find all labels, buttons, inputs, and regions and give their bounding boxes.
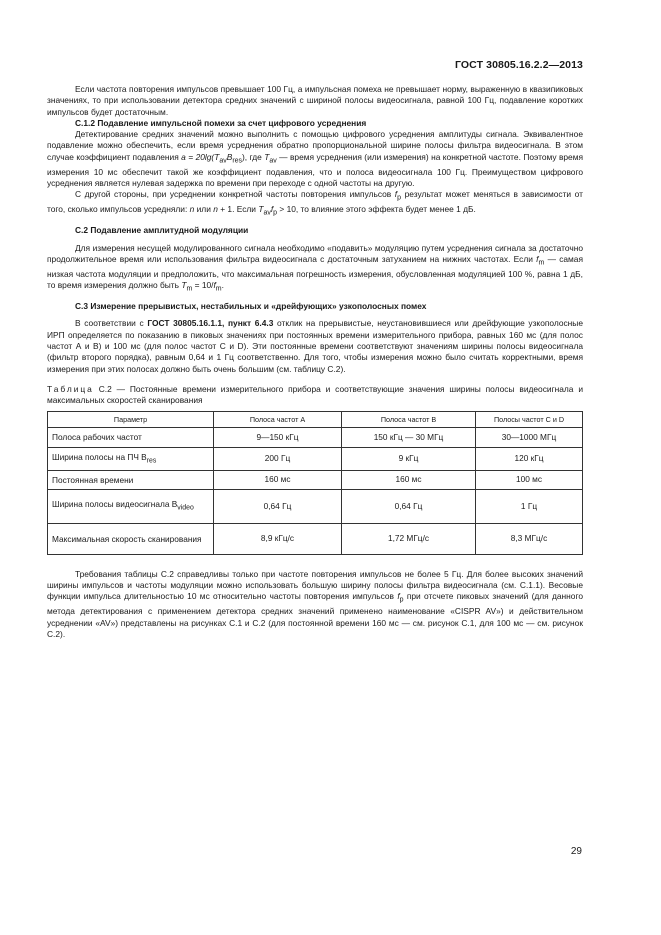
table-cell: 9 кГц bbox=[342, 447, 476, 470]
table-cell: 9—150 кГц bbox=[214, 427, 342, 447]
table-header-cell: Полоса частот А bbox=[214, 411, 342, 427]
table-header-cell: Полоса частот В bbox=[342, 411, 476, 427]
paragraph-4: Для измерения несущей модулированного сигнала необходимо «подавить» модуляцию путем усреднения сигнала за достаточно продолжительное время или использования фильтра видеосигнала с достаточным затуханием на нижних частотах. Если $f_m$ — самая низкая частота модуляции и предположить, что максимальная погрешность измерения, обусловленная модуляцией 100 %, равна 1 дБ, то время измерения должно быть $T_m = 10/f_m$. bbox=[47, 242, 583, 293]
table-header-cell: Параметр bbox=[48, 411, 214, 427]
table-cell: 0,64 Гц bbox=[342, 489, 476, 523]
table-cell: Максимальная скорость сканирования bbox=[48, 523, 214, 554]
document-header: ГОСТ 30805.16.2.2—2013 bbox=[455, 59, 583, 71]
table-cell: 100 мс bbox=[476, 470, 583, 489]
paragraph-2: Детектирование средних значений можно выполнить с помощью цифрового усреднения амплитуды сигнала. Эквивалентное подавление можно обеспечить, если время усреднения обратно пропорциональной ширине полосы фильтра видеосигнала. В этом случае коэффициент подавления $a = 20\lg(T_{av}B_{res})$, где $T_{av}$ — время усреднения (или измерения) на конкретной частоте. Поэтому время измерения 10 мс обеспечит такой же коэффициент подавления, что и полоса видеосигнала 100 Гц. Преимуществом цифрового усреднения является нулевая задержка по времени при переходе с одной частоты на другую. bbox=[47, 129, 584, 189]
table-cell: Ширина полосы видеосигнала $B_{video}$ bbox=[48, 489, 214, 523]
table-cell: 150 кГц — 30 МГц bbox=[342, 427, 476, 447]
table-cell: Полоса рабочих частот bbox=[48, 427, 214, 447]
table-cell: Постоянная времени bbox=[48, 470, 214, 489]
table-row bbox=[48, 447, 583, 470]
table-cell: 200 Гц bbox=[214, 447, 342, 470]
heading-c3: С.3 Измерение прерывистых, нестабильных и «дрейфующих» узкополосных помех bbox=[75, 301, 427, 312]
table-row bbox=[48, 470, 583, 489]
table-header-cell: Полосы частот С и D bbox=[476, 411, 583, 427]
table-cell: 160 мс bbox=[214, 470, 342, 489]
table-cell: 30—1000 МГц bbox=[476, 427, 583, 447]
paragraph-6: Требования таблицы С.2 справедливы только при частоте повторения импульсов не более 5 Гц. Для более высоких значений ширины импульсов и частоты модуляции можно использовать большую ширину полосы фильтра видеосигнала (см. С.1.1). Весовые функции импульса длительностью 10 мс относительно частоты повторения импульсов $f_p$ при отсчете пиковых значений (для данного метода детектирования с применением детектора средних значений применено наименование «CISPR AV») и действительном усреднении «AV») представлены на рисунках С.1 и С.2 (для постоянной времени 160 мс — см. рисунок С.1, для 100 мс — см. рисунок С.2). bbox=[47, 568, 583, 640]
paragraph-1: Если частота повторения импульсов превышает 100 Гц, а импульсная помеха не превышает норму, выраженную в квазипиковых значениях, то при использовании детектора средних значений с шириной полосы видеосигнала, равной 100 Гц, подавление коротких импульсов будет достаточным. bbox=[47, 84, 583, 117]
table-caption: Таблица С.2 — Постоянные времени измерительного прибора и соответствующие значения ширины полосы видеосигнала и максимальных скоростей сканирования bbox=[47, 383, 583, 405]
paragraph-5: В соответствии с ГОСТ 30805.16.1.1, пункт 6.4.3 отклик на прерывистые, неустановившиеся или дрейфующие узкополосные ИРП определяется по показанию в пиковых значениях при постоянных времени измерительного прибора, равных 160 мс (для полос частот А и В) и 100 мс (для полос частот С и D). Эти постоянные времени соответствуют значениям ширины полосы видеосигнала (фильтр второго порядка), равным 0,64 и 1 Гц соответственно. Для того, чтобы измерения можно было считать корректными, время измерения при этих полосах должно быть очень большим (см. таблицу С.2). bbox=[47, 318, 583, 374]
table-row bbox=[48, 523, 583, 554]
table-row bbox=[48, 489, 583, 523]
table-cell: 160 мс bbox=[342, 470, 476, 489]
table-c2 bbox=[47, 411, 583, 555]
table-row bbox=[48, 427, 583, 447]
table-cell: 8,9 кГц/с bbox=[214, 523, 342, 554]
paragraph-3: С другой стороны, при усреднении конкретной частоты повторения импульсов $f_p$ результат может меняться в зависимости от того, сколько импульсов усредняли: n или n + 1. Если $T_{av}f_p > 10$, то влияние этого эффекта будет менее 1 дБ. bbox=[47, 189, 583, 217]
page-body bbox=[47, 84, 583, 640]
heading-c12: С.1.2 Подавление импульсной помехи за счет цифрового усреднения bbox=[75, 117, 367, 128]
table-cell: 0,64 Гц bbox=[214, 489, 342, 523]
table-cell: 1,72 МГц/с bbox=[342, 523, 476, 554]
table-cell: Ширина полосы на ПЧ $B_{res}$ bbox=[48, 447, 214, 470]
table-cell: 8,3 МГц/с bbox=[476, 523, 583, 554]
heading-c2: С.2 Подавление амплитудной модуляции bbox=[75, 225, 249, 236]
table-cell: 120 кГц bbox=[476, 447, 583, 470]
table-cell: 1 Гц bbox=[476, 489, 583, 523]
table-header-row bbox=[48, 411, 583, 427]
page-number: 29 bbox=[570, 846, 582, 857]
